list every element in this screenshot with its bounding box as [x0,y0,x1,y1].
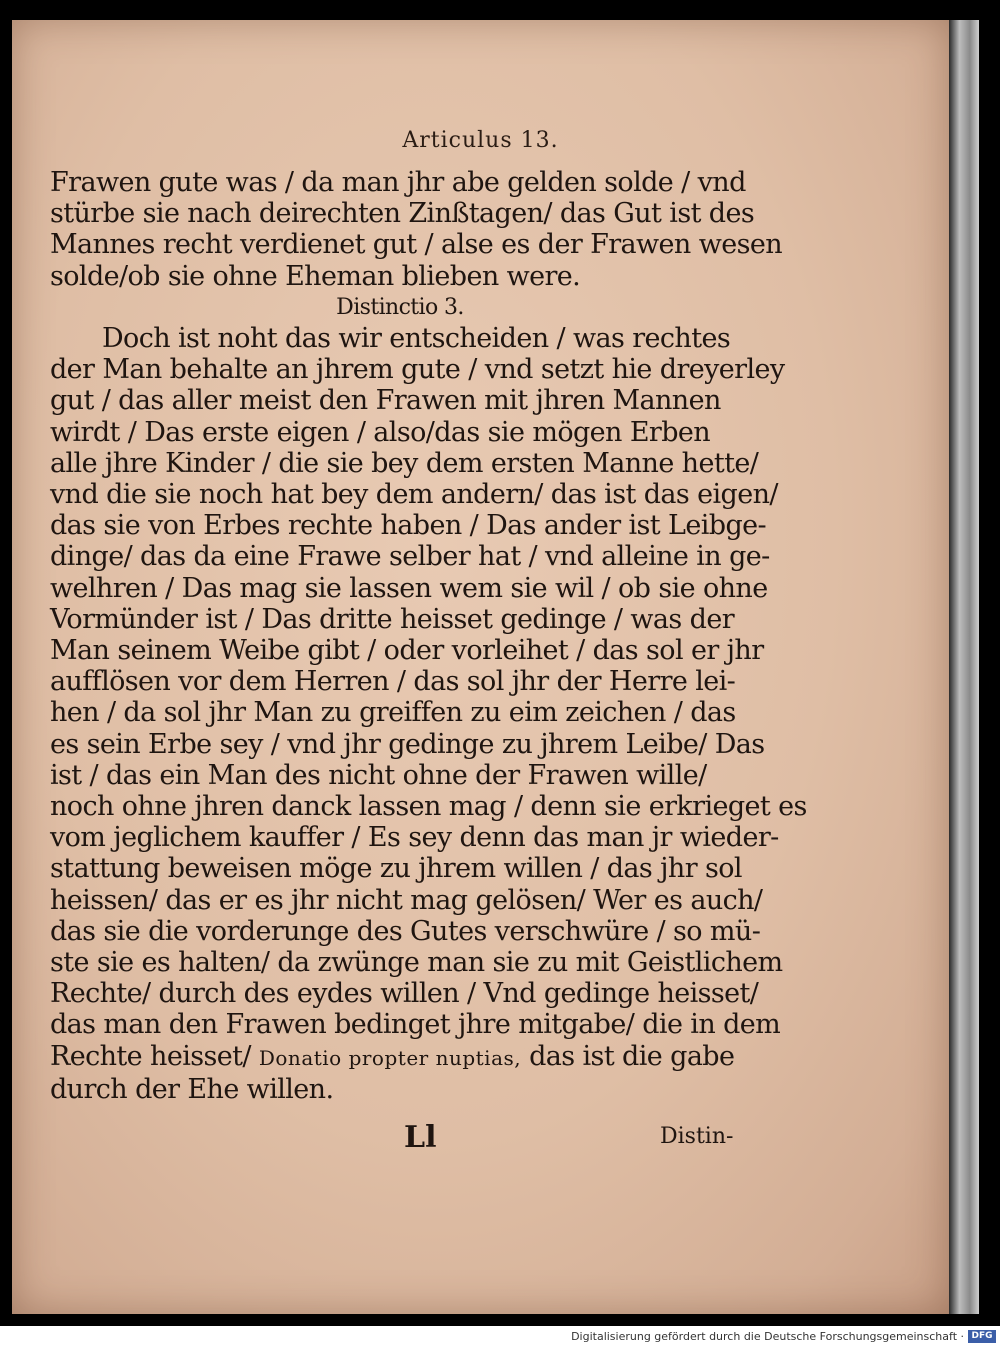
text-line: gut / das aller meist den Frawen mit jhren Mannen [50,385,721,417]
text-line: das sie von Erbes rechte haben / Das ander ist Leibge- [50,510,767,542]
text-line: Mannes recht verdienet gut / alse es der Frawen wesen [50,229,783,261]
text-line: heissen/ das er es jhr nicht mag gelösen/ Wer es auch/ [50,884,763,916]
latin-phrase: Donatio propter nuptias, [258,1045,522,1070]
text-line: Doch ist noht das wir entscheiden / was rechtes [102,323,731,355]
text-line: stürbe sie nach deirechten Zinßtagen/ das Gut ist des [50,198,755,230]
dfg-logo: DFG [968,1330,996,1343]
text-line: Frawen gute was / da man jhr abe gelden solde / vnd [50,167,746,198]
signature-mark: Ll [404,1120,437,1155]
text-line: wirdt / Das erste eigen / also/das sie mögen Erben [50,416,711,448]
text-line: hen / da sol jhr Man zu greiffen zu eim zeichen / das [50,697,736,729]
text-line: noch ohne jhren danck lassen mag / denn sie erkrieget es [50,791,807,823]
book-page [12,20,949,1314]
text-line: alle jhre Kinder / die sie bey dem ersten Manne hette/ [50,447,759,479]
text-line: Vormünder ist / Das dritte heisset gedinge / was der [50,603,735,635]
text-segment: Rechte heisset/ [50,1040,259,1072]
text-line: ist / das ein Man des nicht ohne der Frawen wille/ [50,759,707,791]
text-line: das sie die vorderunge des Gutes verschwüre / so mü- [50,915,761,947]
body-text [50,167,807,1105]
section-heading: Distinctio 3. [336,294,464,320]
text-line: vom jeglichem kauffer / Es sey denn das man jr wieder- [50,822,779,854]
text-line: es sein Erbe sey / vnd jhr gedinge zu jhrem Leibe/ Das [50,728,765,760]
text-line: durch der Ehe willen. [50,1073,334,1105]
text-line: solde/ob sie ohne Eheman blieben were. [50,260,581,292]
page-edge [949,20,979,1314]
text-line: Rechte/ durch des eydes willen / Vnd gedinge heisset/ [50,978,759,1010]
text-line: der Man behalte an jhrem gute / vnd setzt hie dreyerley [50,354,785,386]
text-line: das man den Frawen bedinget jhre mitgabe/ die in dem [50,1009,781,1041]
text-line: dinge/ das da eine Frawe selber hat / vnd alleine in ge- [50,541,770,573]
running-head: Articulus 13. [402,128,559,153]
text-line: stattung beweisen möge zu jhrem willen / das jhr sol [50,853,742,885]
digitization-credit: Digitalisierung gefördert durch die Deutsche Forschungsgemeinschaft · [571,1330,964,1343]
text-line: aufflösen vor dem Herren / das sol jhr der Herre lei- [50,666,736,698]
credit-bar [0,1326,1000,1348]
text-line: Man seinem Weibe gibt / oder vorleihet / das sol er jhr [50,635,764,667]
page-footer [12,1120,949,1160]
text-line-with-latin [50,1041,750,1074]
text-line: ste sie es halten/ da zwünge man sie zu mit Geistlichem [50,947,783,979]
text-line: welhren / Das mag sie lassen wem sie wil / ob sie ohne [50,572,768,604]
text-segment: das ist die gabe [521,1040,735,1072]
text-line: vnd die sie noch hat bey dem andern/ das ist das eigen/ [50,479,778,511]
catchword: Distin- [660,1124,734,1149]
